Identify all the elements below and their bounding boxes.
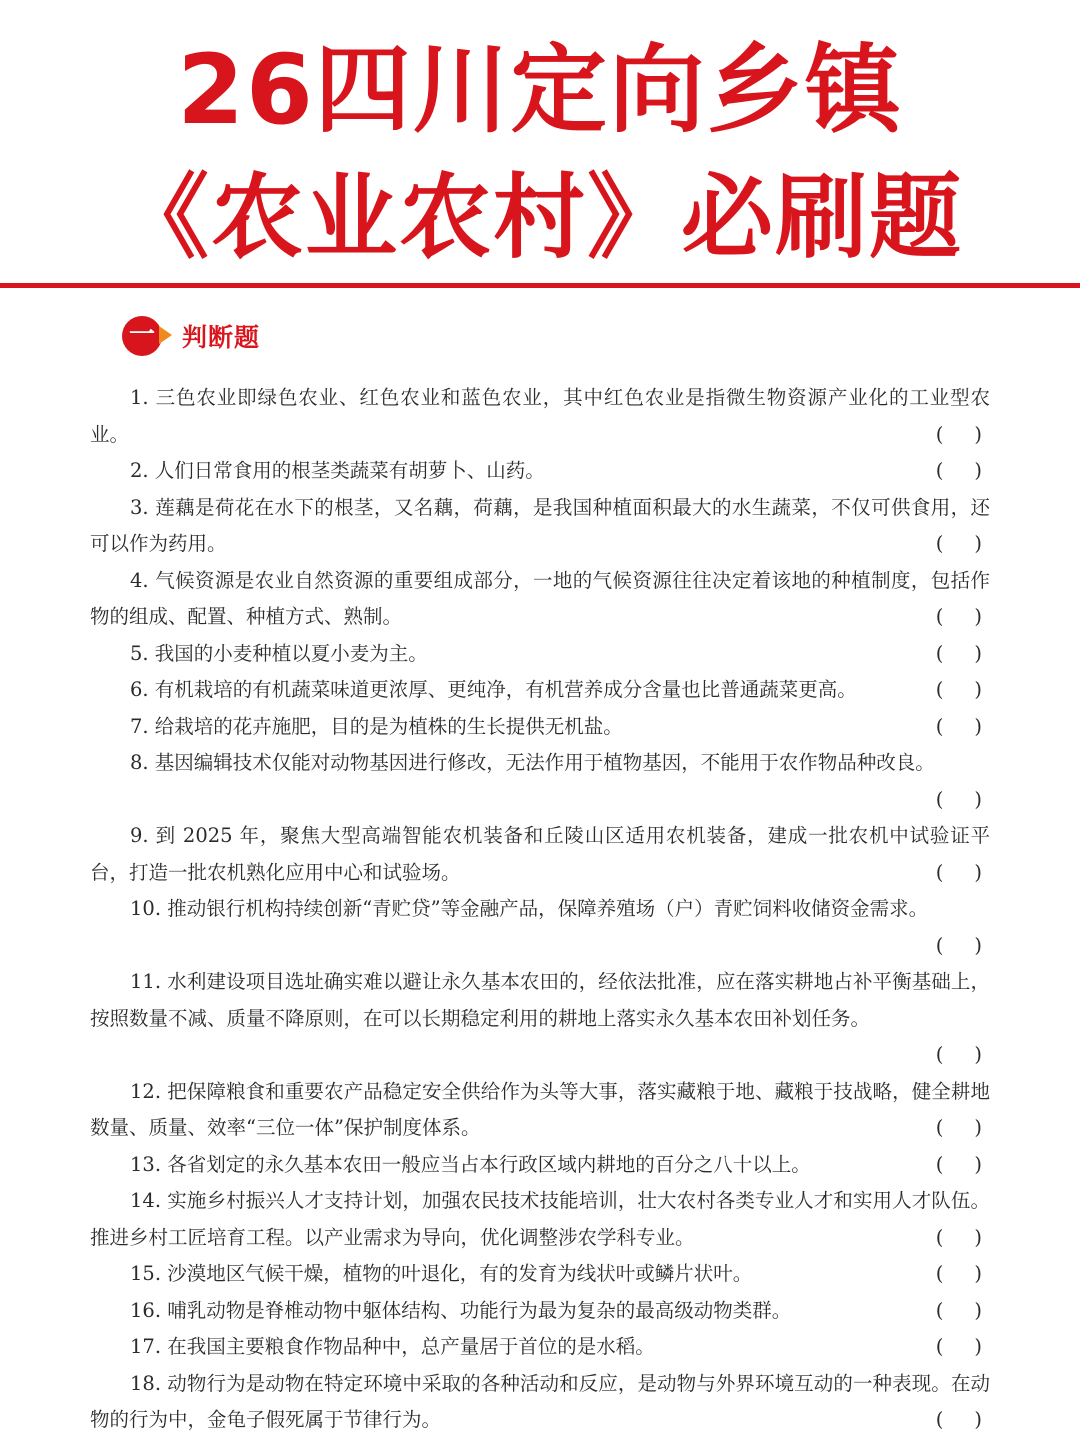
question-text: 17. 在我国主要粮食作物品种中，总产量居于首位的是水稻。 bbox=[130, 1335, 655, 1358]
answer-blank[interactable]: ( ) bbox=[935, 1408, 982, 1431]
answer-blank[interactable]: ( ) bbox=[935, 714, 982, 738]
question-item bbox=[90, 380, 990, 453]
answer-blank[interactable]: ( ) bbox=[935, 1043, 982, 1066]
question-text: 14. 实施乡村振兴人才支持计划，加强农民技术技能培训，壮大农村各类专业人才和实用人才队伍。推进乡村工匠培育工程。以产业需求为导向，优化调整涉农学科专业。 bbox=[90, 1189, 990, 1249]
question-item bbox=[90, 745, 990, 818]
question-item bbox=[90, 891, 990, 964]
question-text: 16. 哺乳动物是脊椎动物中躯体结构、功能行为最为复杂的最高级动物类群。 bbox=[130, 1298, 792, 1322]
answer-blank[interactable]: ( ) bbox=[935, 641, 982, 665]
question-item bbox=[90, 1293, 990, 1330]
answer-blank[interactable]: ( ) bbox=[935, 1116, 982, 1139]
question-text: 3. 莲藕是荷花在水下的根茎，又名藕，荷藕，是我国种植面积最大的水生蔬菜，不仅可供食用，还可以作为药用。 bbox=[90, 495, 990, 555]
question-item bbox=[90, 563, 990, 636]
question-item bbox=[90, 1366, 990, 1439]
answer-blank[interactable]: ( ) bbox=[935, 532, 982, 555]
section-number: 一 bbox=[128, 320, 155, 350]
question-text: 10. 推动银行机构持续创新“青贮贷”等金融产品，保障养殖场（户）青贮饲料收储资金需求。 bbox=[130, 897, 929, 920]
arrow-icon bbox=[159, 326, 172, 344]
answer-blank[interactable]: ( ) bbox=[935, 422, 982, 446]
question-text: 2. 人们日常食用的根茎类蔬菜有胡萝卜、山药。 bbox=[130, 459, 545, 482]
title-divider bbox=[0, 283, 1080, 288]
question-item bbox=[90, 1147, 990, 1184]
question-item bbox=[90, 964, 990, 1074]
answer-blank[interactable]: ( ) bbox=[935, 1298, 982, 1322]
question-text: 5. 我国的小麦种植以夏小麦为主。 bbox=[130, 641, 428, 665]
question-text: 8. 基因编辑技术仅能对动物基因进行修改，无法作用于植物基因，不能用于农作物品种改良。 bbox=[130, 751, 935, 774]
answer-blank[interactable]: ( ) bbox=[935, 1225, 982, 1249]
section-title: 判断题 bbox=[182, 323, 261, 352]
answer-blank[interactable]: ( ) bbox=[935, 459, 982, 482]
question-item bbox=[90, 1329, 990, 1366]
question-item bbox=[90, 709, 990, 746]
question-text: 15. 沙漠地区气候干燥，植物的叶退化，有的发育为线状叶或鳞片状叶。 bbox=[130, 1262, 753, 1285]
question-text: 6. 有机栽培的有机蔬菜味道更浓厚、更纯净，有机营养成分含量也比普通蔬菜更高。 bbox=[130, 678, 857, 701]
question-item bbox=[90, 1183, 990, 1256]
question-item bbox=[90, 1256, 990, 1293]
answer-blank[interactable]: ( ) bbox=[935, 860, 982, 884]
question-text: 9. 到 2025 年，聚焦大型高端智能农机装备和丘陵山区适用农机装备，建成一批农机中试验证平台，打造一批农机熟化应用中心和试验场。 bbox=[90, 824, 990, 884]
question-item bbox=[90, 818, 990, 891]
section-header bbox=[122, 316, 260, 356]
question-text: 7. 给栽培的花卉施肥，目的是为植株的生长提供无机盐。 bbox=[130, 714, 623, 738]
question-text: 4. 气候资源是农业自然资源的重要组成部分，一地的气候资源往往决定着该地的种植制度，包括作物的组成、配置、种植方式、熟制。 bbox=[90, 568, 990, 628]
question-item bbox=[90, 636, 990, 673]
question-text: 1. 三色农业即绿色农业、红色农业和蓝色农业，其中红色农业是指微生物资源产业化的工业型农业。 bbox=[90, 386, 990, 446]
question-text: 18. 动物行为是动物在特定环境中采取的各种活动和反应，是动物与外界环境互动的一种表现。在动物的行为中，金龟子假死属于节律行为。 bbox=[90, 1371, 990, 1431]
title-line-1: 26四川定向乡镇 bbox=[177, 34, 903, 146]
answer-blank[interactable]: ( ) bbox=[935, 1335, 982, 1358]
question-item bbox=[90, 672, 990, 709]
question-item bbox=[90, 490, 990, 563]
question-item bbox=[90, 453, 990, 490]
title-line-2: 《农业农村》必刷题 bbox=[116, 164, 963, 271]
answer-blank[interactable]: ( ) bbox=[935, 933, 982, 957]
question-item bbox=[90, 1074, 990, 1147]
answer-blank[interactable]: ( ) bbox=[935, 678, 982, 701]
question-list bbox=[90, 380, 990, 1439]
answer-blank[interactable]: ( ) bbox=[935, 1262, 982, 1285]
answer-blank[interactable]: ( ) bbox=[935, 605, 982, 628]
section-number-badge bbox=[122, 316, 162, 356]
answer-blank[interactable]: ( ) bbox=[935, 1152, 982, 1176]
question-text: 12. 把保障粮食和重要农产品稳定安全供给作为头等大事，落实藏粮于地、藏粮于技战略，健全耕地数量、质量、效率“三位一体”保护制度体系。 bbox=[90, 1079, 990, 1139]
answer-blank[interactable]: ( ) bbox=[935, 787, 982, 811]
question-text: 13. 各省划定的永久基本农田一般应当占本行政区域内耕地的百分之八十以上。 bbox=[130, 1152, 811, 1176]
question-text: 11. 水利建设项目选址确实难以避让永久基本农田的，经依法批准，应在落实耕地占补平衡基础上，按照数量不减、质量不降原则，在可以长期稳定利用的耕地上落实永久基本农田补划任务。 bbox=[90, 970, 990, 1030]
